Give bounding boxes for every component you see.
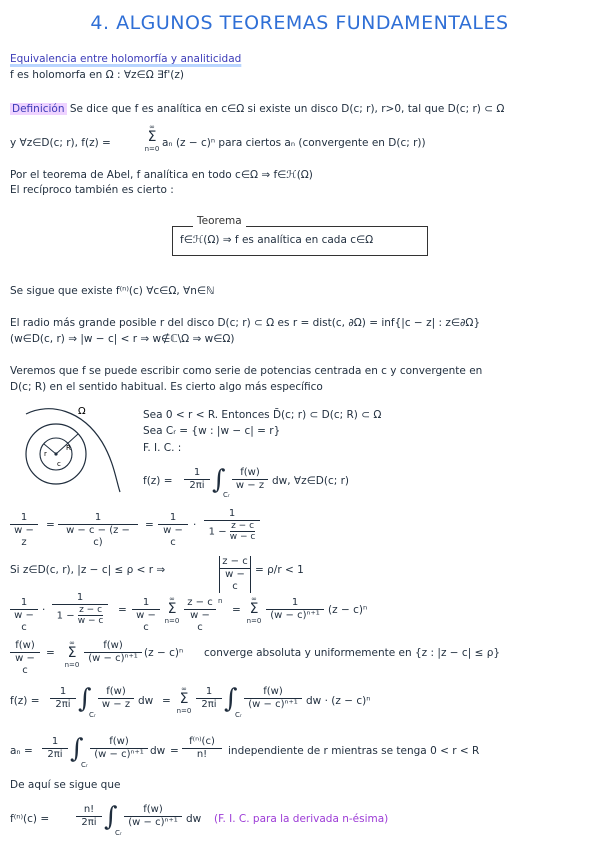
eq1-frac-a: $\frac{1}{w - z}$	[10, 512, 38, 549]
veremos-line-2: D(c; R) en el sentido habitual. Es cierto algo más específico	[10, 381, 323, 393]
fic-integrand: $\frac{f(w)}{w - z}$	[232, 467, 268, 492]
eq1-frac-c: $\frac{1}{w - c}$	[158, 512, 188, 549]
conclusion-intro: De aquí se sigue que	[10, 779, 121, 791]
fic-label: F. I. C. :	[143, 442, 182, 454]
coefficient-lhs: aₙ =	[10, 745, 33, 757]
r-label: r	[44, 450, 47, 458]
theorem-text: f∈ℋ(Ω) ⇒ f es analítica en cada c∈Ω	[180, 234, 374, 246]
page-title: 4. ALGUNOS TEOREMAS FUNDAMENTALES	[90, 12, 509, 34]
radio-line-2: (w∈D(c, r) ⇒ |w − c| < r ⇒ w∉ℂ\Ω ⇒ w∈Ω)	[10, 333, 235, 345]
holomorphic-definition: f es holomorfa en Ω : ∀z∈Ω ∃f'(z)	[10, 69, 184, 81]
eq1-frac-d: 1 1 − $\frac{z - c}{w - c}$	[204, 508, 260, 542]
ratio-abs: $\frac{z - c}{w - c}$	[219, 556, 251, 593]
omega-label: Ω	[78, 406, 86, 417]
reciproco-line: El recíproco también es cierto :	[10, 184, 174, 196]
fic-derivative-note: (F. I. C. para la derivada n-ésima)	[214, 813, 389, 825]
derivatives-line: Se sigue que existe f⁽ⁿ⁾(c) ∀c∈Ω, ∀n∈ℕ	[10, 285, 215, 297]
definition-text: Se dice que f es analítica en c∈Ω si existe un disco D(c; r), r>0, tal que D(c; r) ⊂ Ω	[69, 103, 505, 115]
si-tail: = ρ/r < 1	[255, 564, 304, 576]
sea-line-2: Sea Cᵣ = {w : |w − c| = r}	[143, 425, 281, 437]
section-heading: Equivalencia entre holomorfía y analiticidad	[10, 53, 242, 65]
sum-upper: ∞	[149, 123, 155, 131]
abel-line: Por el teorema de Abel, f analítica en todo c∈Ω ⇒ f∈ℋ(Ω)	[10, 169, 313, 181]
fic-lhs: f(z) =	[143, 475, 173, 487]
expansion-tail: dw · (z − c)ⁿ	[306, 695, 371, 707]
series-sum: ∞ Σ n=0	[144, 123, 160, 153]
integral-sign: ∫	[212, 465, 226, 495]
geom-sum: ∞ Σ n=0	[164, 595, 180, 625]
series-line-a: y ∀z∈D(c; r), f(z) =	[10, 137, 111, 149]
definition-label: Definición	[12, 103, 65, 115]
disk-diagram	[20, 400, 125, 495]
sum-lower: n=0	[144, 145, 160, 153]
convergence-line: converge absoluta y uniformemente en {z : |z − c| ≤ ρ}	[204, 647, 501, 659]
veremos-line-1: Veremos que f se puede escribir como serie de potencias centrada en c y convergente en	[10, 365, 483, 377]
R-label: R	[66, 444, 71, 452]
series-line-b: aₙ (z − c)ⁿ para ciertos aₙ (convergente en D(c; r))	[162, 137, 426, 149]
integral-contour: Cᵣ	[223, 491, 230, 499]
eq1-frac-b: $\frac{1}{w - c - (z - c)}$	[58, 512, 138, 549]
theorem-label: Teorema	[193, 215, 246, 227]
sea-line-1: Sea 0 < r < R. Entonces D̄(c; r) ⊂ D(c; R) ⊂ Ω	[143, 409, 382, 421]
radio-line-1: El radio más grande posible r del disco D(c; r) ⊂ Ω es r = dist(c, ∂Ω) = inf{|c − z| : z∈∂Ω}	[10, 317, 481, 329]
analytic-definition	[10, 102, 504, 116]
independence-note: independiente de r mientras se tenga 0 < r < R	[228, 745, 480, 757]
fic-prefactor: $\frac{1}{2\pi i}$	[184, 467, 210, 492]
si-line: Si z∈D(c, r), |z − c| ≤ ρ < r ⇒	[10, 564, 166, 576]
center-label: c	[57, 460, 61, 468]
fic-tail: dw, ∀z∈D(c; r)	[272, 475, 350, 487]
